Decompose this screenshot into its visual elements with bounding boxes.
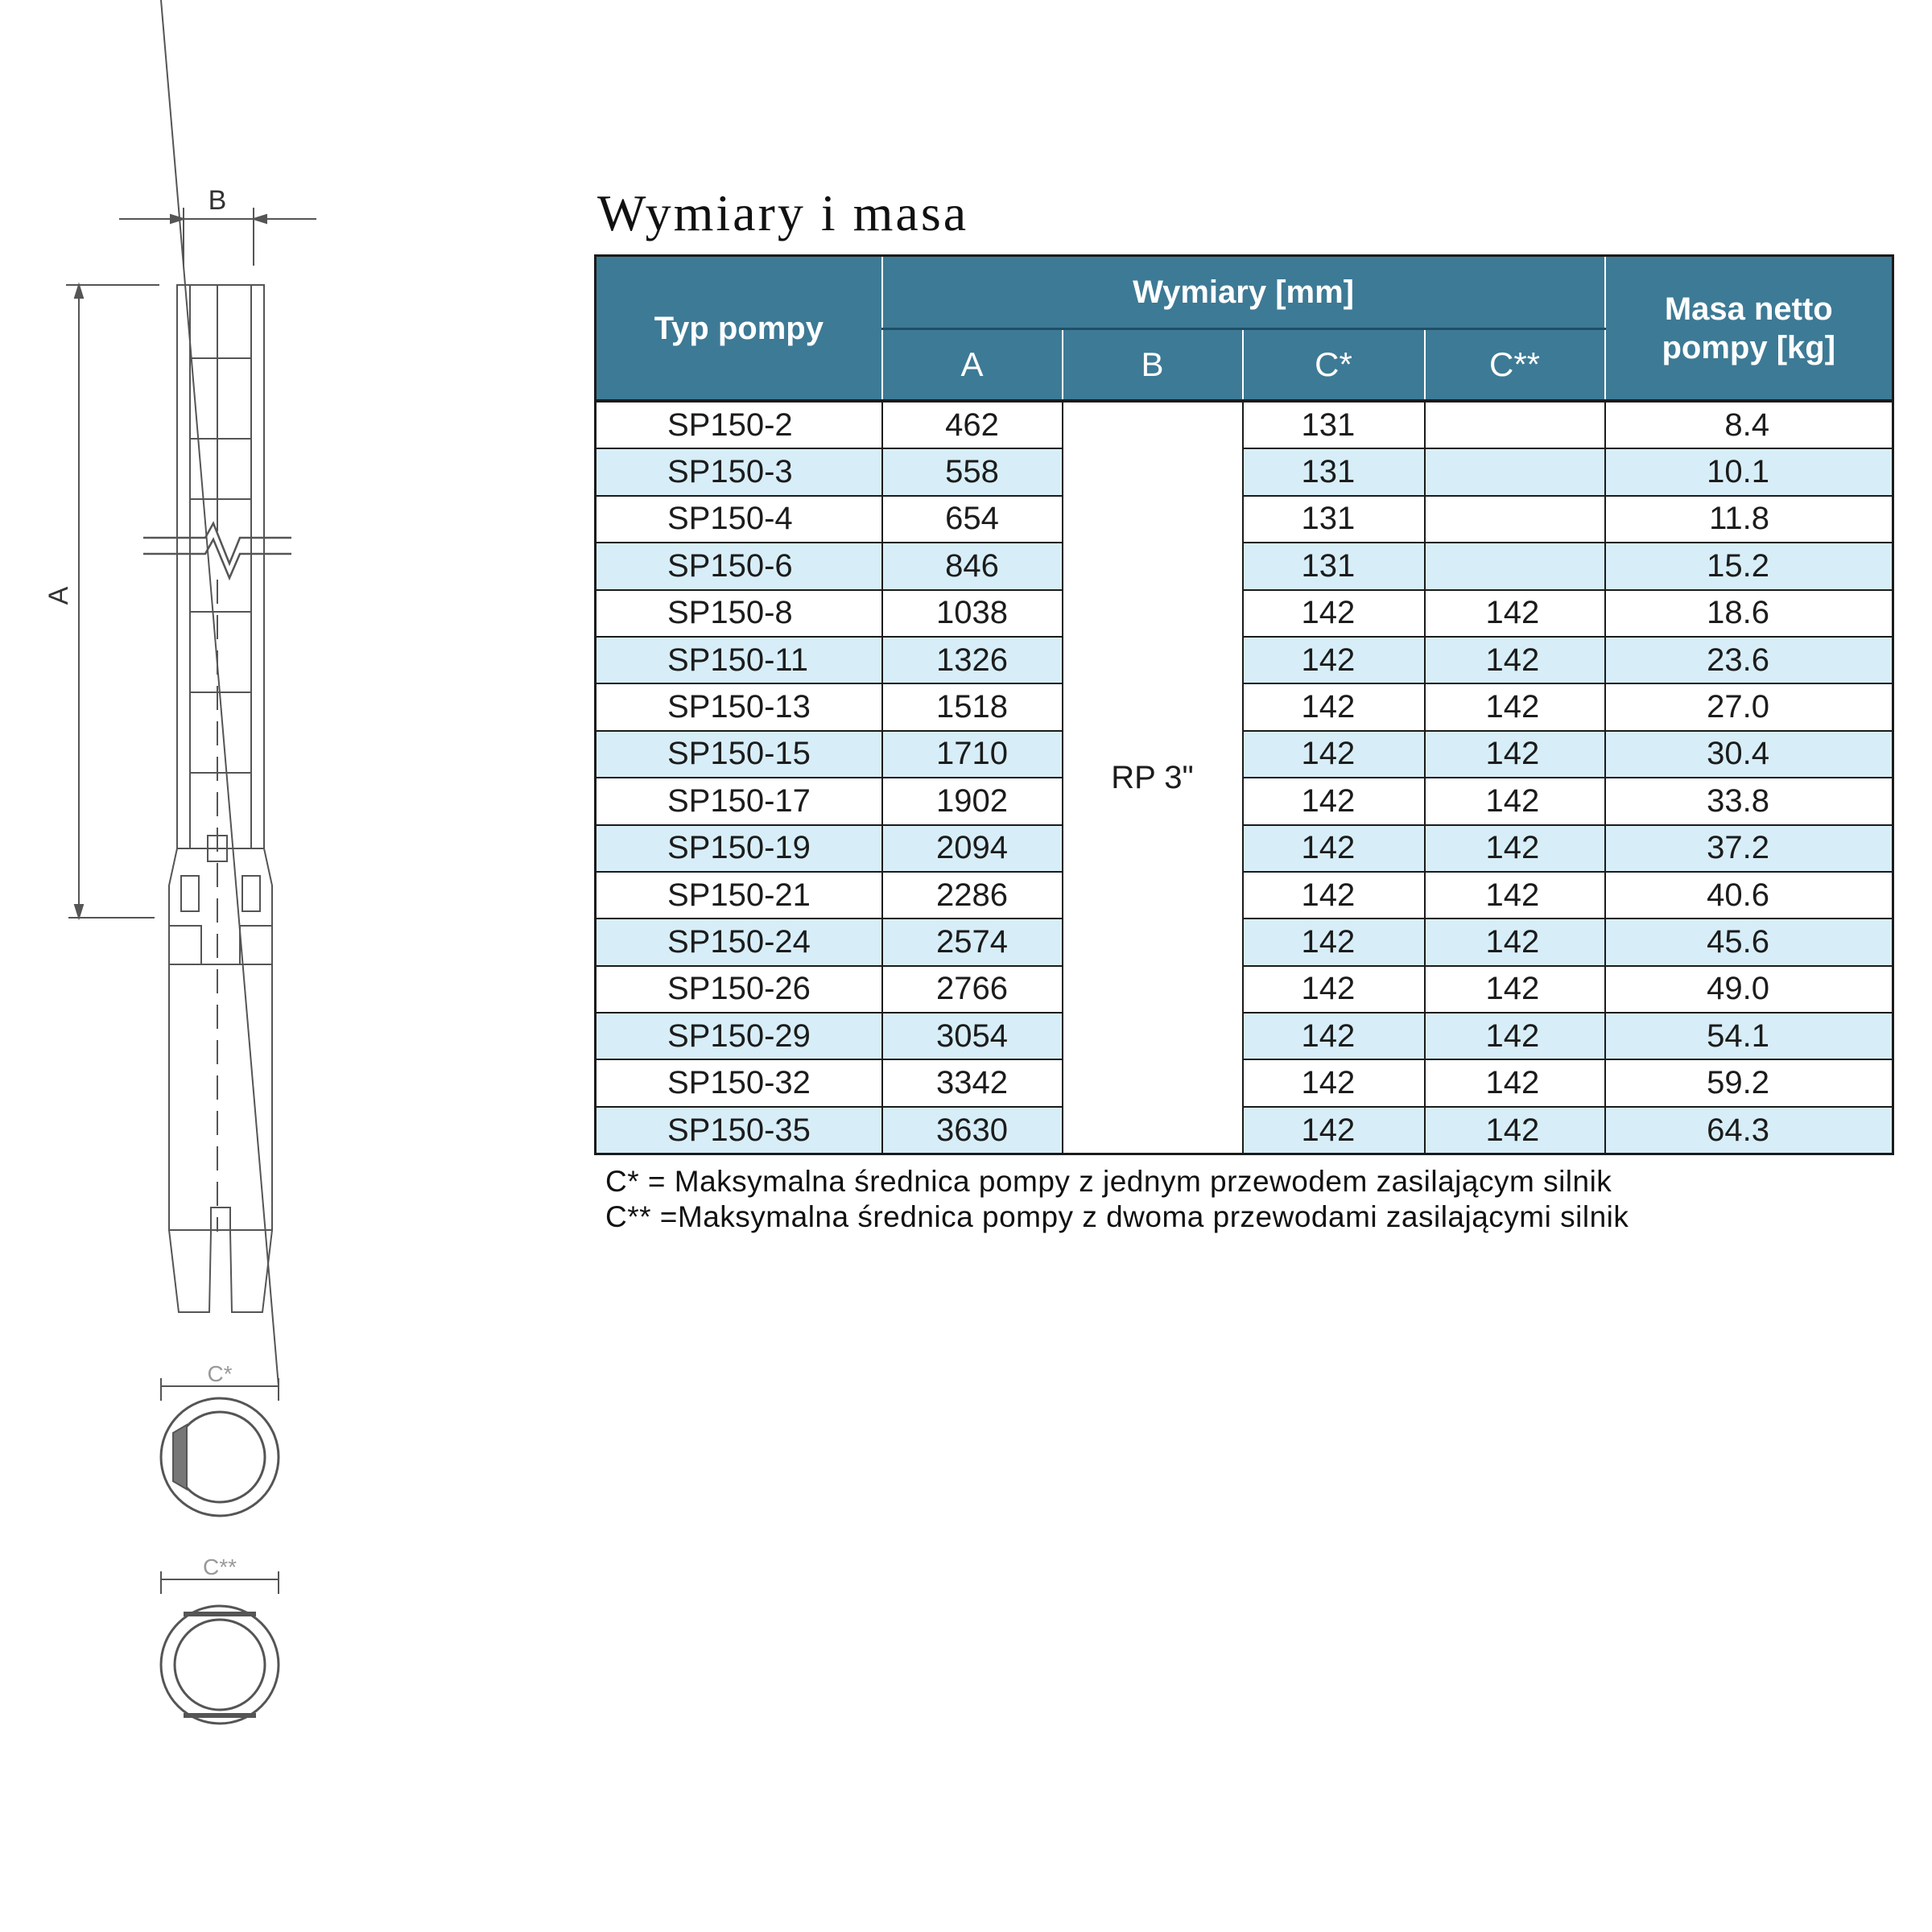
table-row — [596, 778, 1893, 824]
cell-c1: 131 — [1243, 496, 1425, 543]
cell-mass: 18.6 — [1605, 590, 1893, 637]
footnote-c2: C** =Maksymalna średnica pompy z dwoma przewodami zasilającymi silnik — [605, 1200, 1629, 1233]
cell-c1: 142 — [1243, 919, 1425, 965]
cell-pump-type: SP150-32 — [596, 1059, 882, 1106]
cell-a: 2766 — [882, 966, 1063, 1013]
cell-mass: 54.1 — [1605, 1013, 1893, 1059]
table-row — [596, 543, 1893, 589]
cell-mass: 45.6 — [1605, 919, 1893, 965]
header-dimensions: Wymiary [mm] — [882, 256, 1605, 329]
cell-pump-type: SP150-29 — [596, 1013, 882, 1059]
table-row — [596, 496, 1893, 543]
dimension-c2-label: C** — [202, 1554, 237, 1579]
cell-a: 654 — [882, 496, 1063, 543]
cell-pump-type: SP150-2 — [596, 401, 882, 448]
table-row — [596, 448, 1893, 495]
table-row — [596, 966, 1893, 1013]
cell-pump-type: SP150-17 — [596, 778, 882, 824]
cell-b-merged: RP 3" — [1063, 401, 1243, 1154]
cell-a: 1710 — [882, 731, 1063, 778]
cell-a: 558 — [882, 448, 1063, 495]
cell-a: 3342 — [882, 1059, 1063, 1106]
cell-a: 1902 — [882, 778, 1063, 824]
header-col-c1: C* — [1243, 329, 1425, 402]
cell-c2: 142 — [1425, 590, 1605, 637]
cell-c2 — [1425, 448, 1605, 495]
table-row — [596, 1013, 1893, 1059]
cell-mass: 8.4 — [1605, 401, 1893, 448]
cell-c2: 142 — [1425, 919, 1605, 965]
header-mass-line2: pompy [kg] — [1662, 329, 1836, 365]
cell-pump-type: SP150-24 — [596, 919, 882, 965]
table-row — [596, 825, 1893, 872]
dimensions-table — [594, 254, 1894, 1155]
cell-a: 1518 — [882, 683, 1063, 730]
table-row — [596, 637, 1893, 683]
cell-c2 — [1425, 543, 1605, 589]
cell-c1: 142 — [1243, 683, 1425, 730]
cell-pump-type: SP150-21 — [596, 872, 882, 919]
cell-mass: 30.4 — [1605, 731, 1893, 778]
cell-mass: 40.6 — [1605, 872, 1893, 919]
cell-a: 2574 — [882, 919, 1063, 965]
cell-c2: 142 — [1425, 1107, 1605, 1154]
cell-c1: 142 — [1243, 590, 1425, 637]
cell-pump-type: SP150-6 — [596, 543, 882, 589]
cell-c2 — [1425, 496, 1605, 543]
cell-mass: 11.8 — [1605, 496, 1893, 543]
cell-c1: 131 — [1243, 448, 1425, 495]
cell-mass: 27.0 — [1605, 683, 1893, 730]
cell-c2: 142 — [1425, 1059, 1605, 1106]
cell-c2: 142 — [1425, 966, 1605, 1013]
table-row — [596, 872, 1893, 919]
cell-mass: 49.0 — [1605, 966, 1893, 1013]
dimension-a-label: A — [43, 586, 74, 605]
cell-pump-type: SP150-35 — [596, 1107, 882, 1154]
header-mass — [1605, 256, 1893, 402]
cell-a: 1326 — [882, 637, 1063, 683]
cell-mass: 10.1 — [1605, 448, 1893, 495]
cell-mass: 15.2 — [1605, 543, 1893, 589]
cell-c1: 142 — [1243, 966, 1425, 1013]
cell-c2: 142 — [1425, 825, 1605, 872]
cell-a: 2286 — [882, 872, 1063, 919]
cell-c1: 142 — [1243, 778, 1425, 824]
cell-mass: 59.2 — [1605, 1059, 1893, 1106]
cell-c1: 142 — [1243, 872, 1425, 919]
table-row — [596, 683, 1893, 730]
table-row — [596, 731, 1893, 778]
cell-pump-type: SP150-11 — [596, 637, 882, 683]
table-row — [596, 1107, 1893, 1154]
cell-c2: 142 — [1425, 1013, 1605, 1059]
cell-mass: 64.3 — [1605, 1107, 1893, 1154]
cell-a: 3630 — [882, 1107, 1063, 1154]
cell-c1: 142 — [1243, 1107, 1425, 1154]
cell-pump-type: SP150-15 — [596, 731, 882, 778]
table-row — [596, 590, 1893, 637]
header-col-c2: C** — [1425, 329, 1605, 402]
cell-a: 2094 — [882, 825, 1063, 872]
dimension-c1-label: C* — [207, 1361, 233, 1386]
cell-pump-type: SP150-4 — [596, 496, 882, 543]
cell-a: 3054 — [882, 1013, 1063, 1059]
cell-mass: 23.6 — [1605, 637, 1893, 683]
header-col-b: B — [1063, 329, 1243, 402]
page-title: Wymiary i masa — [597, 184, 969, 242]
table-row — [596, 1059, 1893, 1106]
header-pump-type: Typ pompy — [596, 256, 882, 402]
cell-c1: 131 — [1243, 543, 1425, 589]
cell-c1: 142 — [1243, 1059, 1425, 1106]
cell-pump-type: SP150-8 — [596, 590, 882, 637]
cell-c2: 142 — [1425, 683, 1605, 730]
cell-c1: 142 — [1243, 825, 1425, 872]
cell-c1: 142 — [1243, 1013, 1425, 1059]
cell-c2 — [1425, 401, 1605, 448]
cell-c2: 142 — [1425, 872, 1605, 919]
cell-a: 846 — [882, 543, 1063, 589]
pump-drawing — [0, 0, 564, 1932]
header-col-a: A — [882, 329, 1063, 402]
table-row — [596, 919, 1893, 965]
cell-c1: 131 — [1243, 401, 1425, 448]
cell-a: 1038 — [882, 590, 1063, 637]
cell-pump-type: SP150-13 — [596, 683, 882, 730]
cell-c1: 142 — [1243, 731, 1425, 778]
dimension-b-label: B — [208, 185, 227, 216]
footnote-c1: C* = Maksymalna średnica pompy z jednym przewodem zasilającym silnik — [605, 1165, 1612, 1198]
footnotes — [605, 1164, 1629, 1235]
header-mass-line1: Masa netto — [1664, 291, 1833, 327]
cell-mass: 33.8 — [1605, 778, 1893, 824]
cell-c2: 142 — [1425, 637, 1605, 683]
cell-c2: 142 — [1425, 731, 1605, 778]
cell-pump-type: SP150-3 — [596, 448, 882, 495]
cell-c1: 142 — [1243, 637, 1425, 683]
cell-pump-type: SP150-19 — [596, 825, 882, 872]
cell-mass: 37.2 — [1605, 825, 1893, 872]
cell-pump-type: SP150-26 — [596, 966, 882, 1013]
table-row — [596, 401, 1893, 448]
cell-a: 462 — [882, 401, 1063, 448]
cell-c2: 142 — [1425, 778, 1605, 824]
